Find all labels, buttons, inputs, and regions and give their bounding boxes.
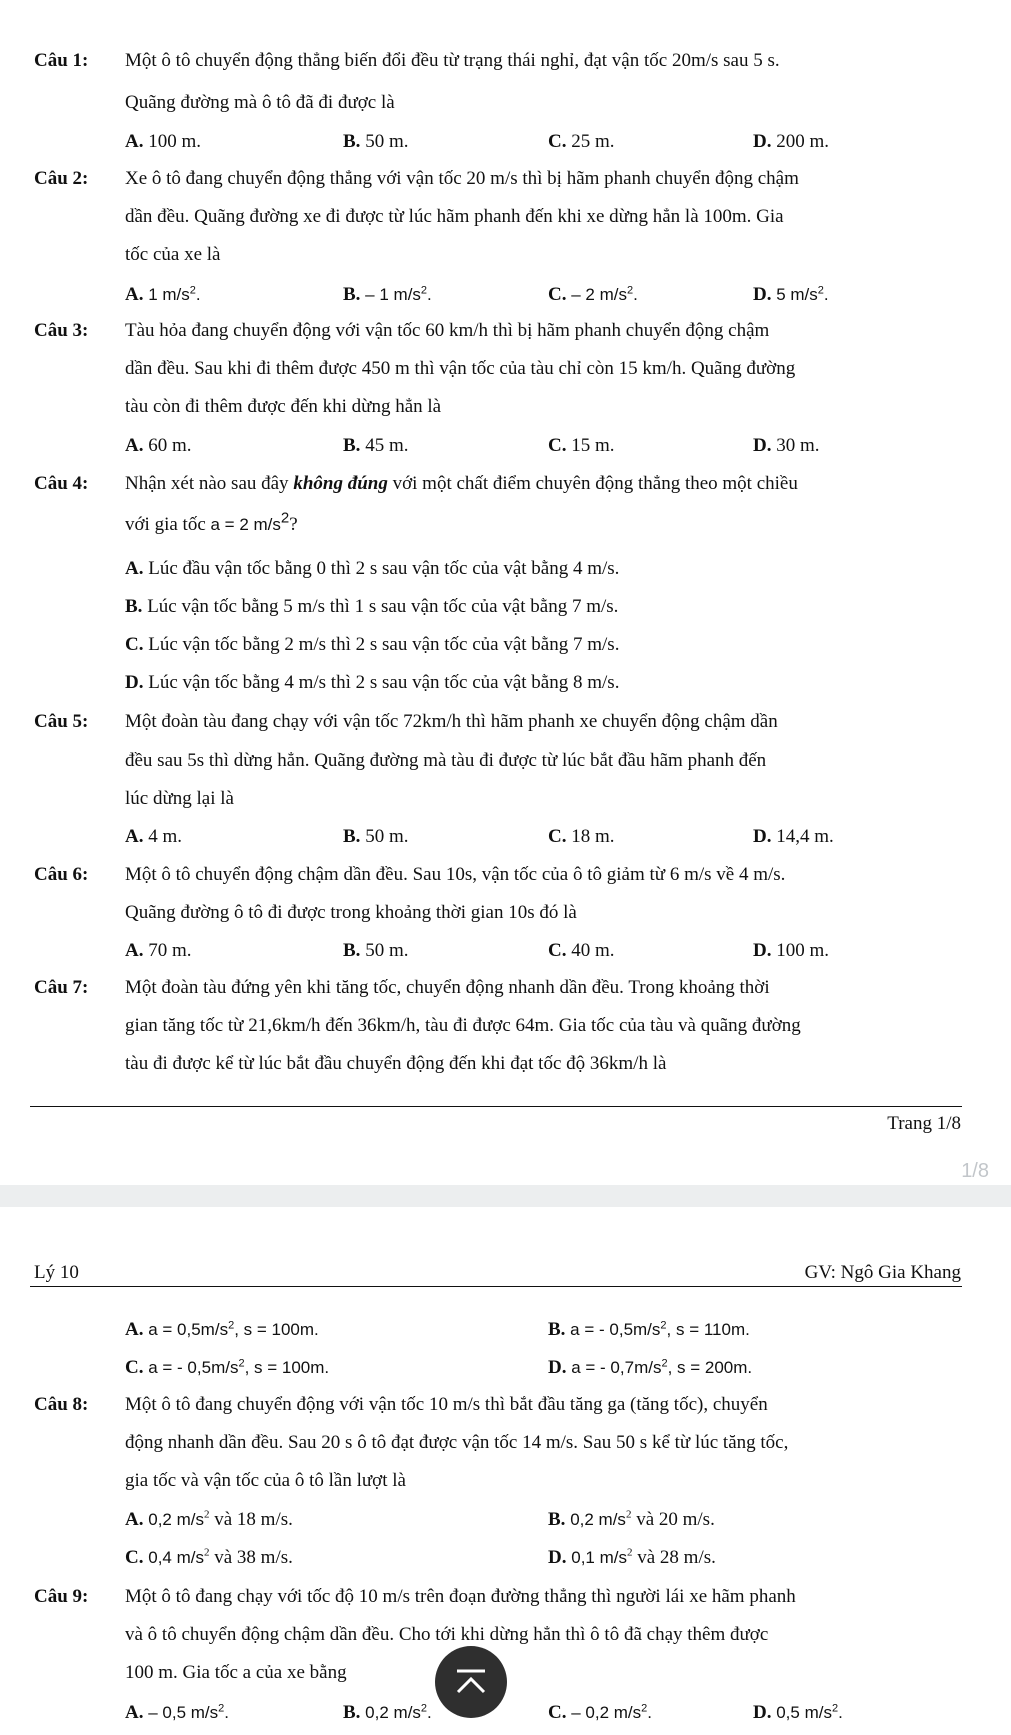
question-text-line: dần đều. Quãng đường xe đi được từ lúc hãm phanh đến khi xe dừng hẳn là 100m. Gia — [125, 206, 784, 227]
option-d: D. 0,5 $m/s^2$. — [753, 1702, 843, 1723]
option-a: A. 4 m. — [125, 826, 183, 847]
header-subject: Lý 10 — [34, 1262, 79, 1283]
question-label: Câu 8: — [34, 1394, 89, 1415]
page-separator — [0, 1185, 1011, 1207]
question-text-line: với gia tốc a = 2 $m/s^2$? — [125, 509, 298, 535]
option-d: D. Lúc vận tốc bằng 4 m/s thì 2 s sau vận tốc của vật bằng 8 m/s. — [125, 672, 620, 693]
option-b: B. – 1 $m/s^2$. — [343, 284, 432, 305]
option-b: B. a = - $0,5m/s^2$, s = 110m. — [548, 1319, 750, 1340]
question-label: Câu 7: — [34, 977, 89, 998]
option-c: C. Lúc vận tốc bằng 2 m/s thì 2 s sau vận tốc của vật bằng 7 m/s. — [125, 634, 620, 655]
question-label: Câu 9: — [34, 1586, 89, 1607]
question-text-line: Nhận xét nào sau đây không đúng với một chất điểm chuyên động thẳng theo một chiều — [125, 473, 798, 494]
header-teacher: GV: Ngô Gia Khang — [804, 1262, 961, 1283]
question-text-line: Quãng đường ô tô đi được trong khoảng thời gian 10s đó là — [125, 902, 577, 923]
option-d: D. 30 m. — [753, 435, 820, 456]
option-d: D. 5 $m/s^2$. — [753, 284, 829, 305]
option-c: C. – 2 $m/s^2$. — [548, 284, 638, 305]
question-text-line: Xe ô tô đang chuyển động thẳng với vận tốc 20 m/s thì bị hãm phanh chuyển động chậm — [125, 168, 799, 189]
question-label: Câu 1: — [34, 50, 89, 71]
option-b: B. 50 m. — [343, 940, 409, 961]
option-a: A. 100 m. — [125, 131, 202, 152]
option-c: C. a = - $0,5m/s^2$, s = 100m. — [125, 1357, 330, 1378]
question-text-line: tàu còn đi thêm được đến khi dừng hẳn là — [125, 396, 442, 417]
question-text-line: Một ô tô chuyển động chậm dần đều. Sau 10s, vận tốc của ô tô giảm từ 6 m/s về 4 m/s. — [125, 864, 786, 885]
option-b: B. 50 m. — [343, 826, 409, 847]
option-d: D. 14,4 m. — [753, 826, 834, 847]
question-text-line: 100 m. Gia tốc a của xe bằng — [125, 1662, 347, 1683]
option-d: D. a = - $0,7m/s^2$, s = 200m. — [548, 1357, 753, 1378]
option-d: D. 0,1 $m/s^2$ và 28 m/s. — [548, 1546, 716, 1568]
option-c: C. 15 m. — [548, 435, 615, 456]
question-text-line: Một đoàn tàu đang chạy với vận tốc 72km/h thì hãm phanh xe chuyển động chậm dần — [125, 711, 778, 732]
question-label: Câu 4: — [34, 473, 89, 494]
option-c: C. – 0,2 $m/s^2$. — [548, 1702, 652, 1723]
page-footer: Trang 1/8 — [887, 1113, 961, 1134]
option-b: B. 45 m. — [343, 435, 409, 456]
question-text-line: gia tốc và vận tốc của ô tô lần lượt là — [125, 1470, 406, 1491]
header-divider — [30, 1286, 962, 1287]
question-text-line: đều sau 5s thì dừng hẳn. Quãng đường mà tàu đi được từ lúc bắt đầu hãm phanh đến — [125, 750, 767, 771]
option-c: C. 40 m. — [548, 940, 615, 961]
option-b: B. Lúc vận tốc bằng 5 m/s thì 1 s sau vận tốc của vật bằng 7 m/s. — [125, 596, 619, 617]
page-indicator: 1/8 — [961, 1160, 989, 1182]
option-b: B. 50 m. — [343, 131, 409, 152]
question-label: Câu 5: — [34, 711, 89, 732]
question-text-line: tàu đi được kể từ lúc bắt đầu chuyển động đến khi đạt tốc độ 36km/h là — [125, 1053, 667, 1074]
option-d: D. 200 m. — [753, 131, 830, 152]
option-a: A. – 0,5 $m/s^2$. — [125, 1702, 229, 1723]
question-text-line: lúc dừng lại là — [125, 788, 234, 809]
chevron-up-icon — [454, 1668, 488, 1696]
question-label: Câu 2: — [34, 168, 89, 189]
question-text-line: và ô tô chuyển động chậm dần đều. Cho tới khi dừng hẳn thì ô tô đã chạy thêm được — [125, 1624, 769, 1645]
option-a: A. 70 m. — [125, 940, 192, 961]
option-a: A. 60 m. — [125, 435, 192, 456]
option-b: B. 0,2 $m/s^2$ và 20 m/s. — [548, 1508, 715, 1530]
question-label: Câu 3: — [34, 320, 89, 341]
option-b: B. 0,2 $m/s^2$. — [343, 1702, 432, 1723]
scroll-to-top-button[interactable] — [435, 1646, 507, 1718]
question-text-line: dần đều. Sau khi đi thêm được 450 m thì vận tốc của tàu chỉ còn 15 km/h. Quãng đường — [125, 358, 796, 379]
question-text-line: Tàu hỏa đang chuyển động với vận tốc 60 km/h thì bị hãm phanh chuyển động chậm — [125, 320, 770, 341]
question-text-line: gian tăng tốc từ 21,6km/h đến 36km/h, tàu đi được 64m. Gia tốc của tàu và quãng đường — [125, 1015, 801, 1036]
emphasis-text: không đúng — [293, 473, 388, 494]
page-2 — [0, 1207, 1011, 1735]
option-c: C. 0,4 $m/s^2$ và 38 m/s. — [125, 1546, 293, 1568]
acceleration-formula: a = 2 m/s — [210, 515, 281, 534]
question-text-line: Một đoàn tàu đứng yên khi tăng tốc, chuyển động nhanh dần đều. Trong khoảng thời — [125, 977, 770, 998]
option-c: C. 25 m. — [548, 131, 615, 152]
question-text-line: Quãng đường mà ô tô đã đi được là — [125, 92, 395, 113]
option-a: A. $a = 0,5m/s^2$, s = 100m. — [125, 1319, 319, 1340]
option-c: C. 18 m. — [548, 826, 615, 847]
option-a: A. Lúc đầu vận tốc bằng 0 thì 2 s sau vận tốc của vật bằng 4 m/s. — [125, 558, 620, 579]
question-text-line: động nhanh dần đều. Sau 20 s ô tô đạt được vận tốc 14 m/s. Sau 50 s kể từ lúc tăng tốc, — [125, 1432, 789, 1453]
option-d: D. 100 m. — [753, 940, 830, 961]
question-text-line: Một ô tô đang chuyển động với vận tốc 10 m/s thì bắt đầu tăng ga (tăng tốc), chuyển — [125, 1394, 768, 1415]
question-label: Câu 6: — [34, 864, 89, 885]
question-text-line: Một ô tô đang chạy với tốc độ 10 m/s trên đoạn đường thẳng thì người lái xe hãm phanh — [125, 1586, 796, 1607]
option-a: A. 1 $m/s^2$. — [125, 284, 201, 305]
footer-divider — [30, 1106, 962, 1107]
question-text-line: Một ô tô chuyển động thẳng biến đổi đều từ trạng thái nghỉ, đạt vận tốc 20m/s sau 5 s. — [125, 50, 780, 71]
question-text-line: tốc của xe là — [125, 244, 221, 265]
option-a: A. 0,2 $m/s^2$ và 18 m/s. — [125, 1508, 293, 1530]
